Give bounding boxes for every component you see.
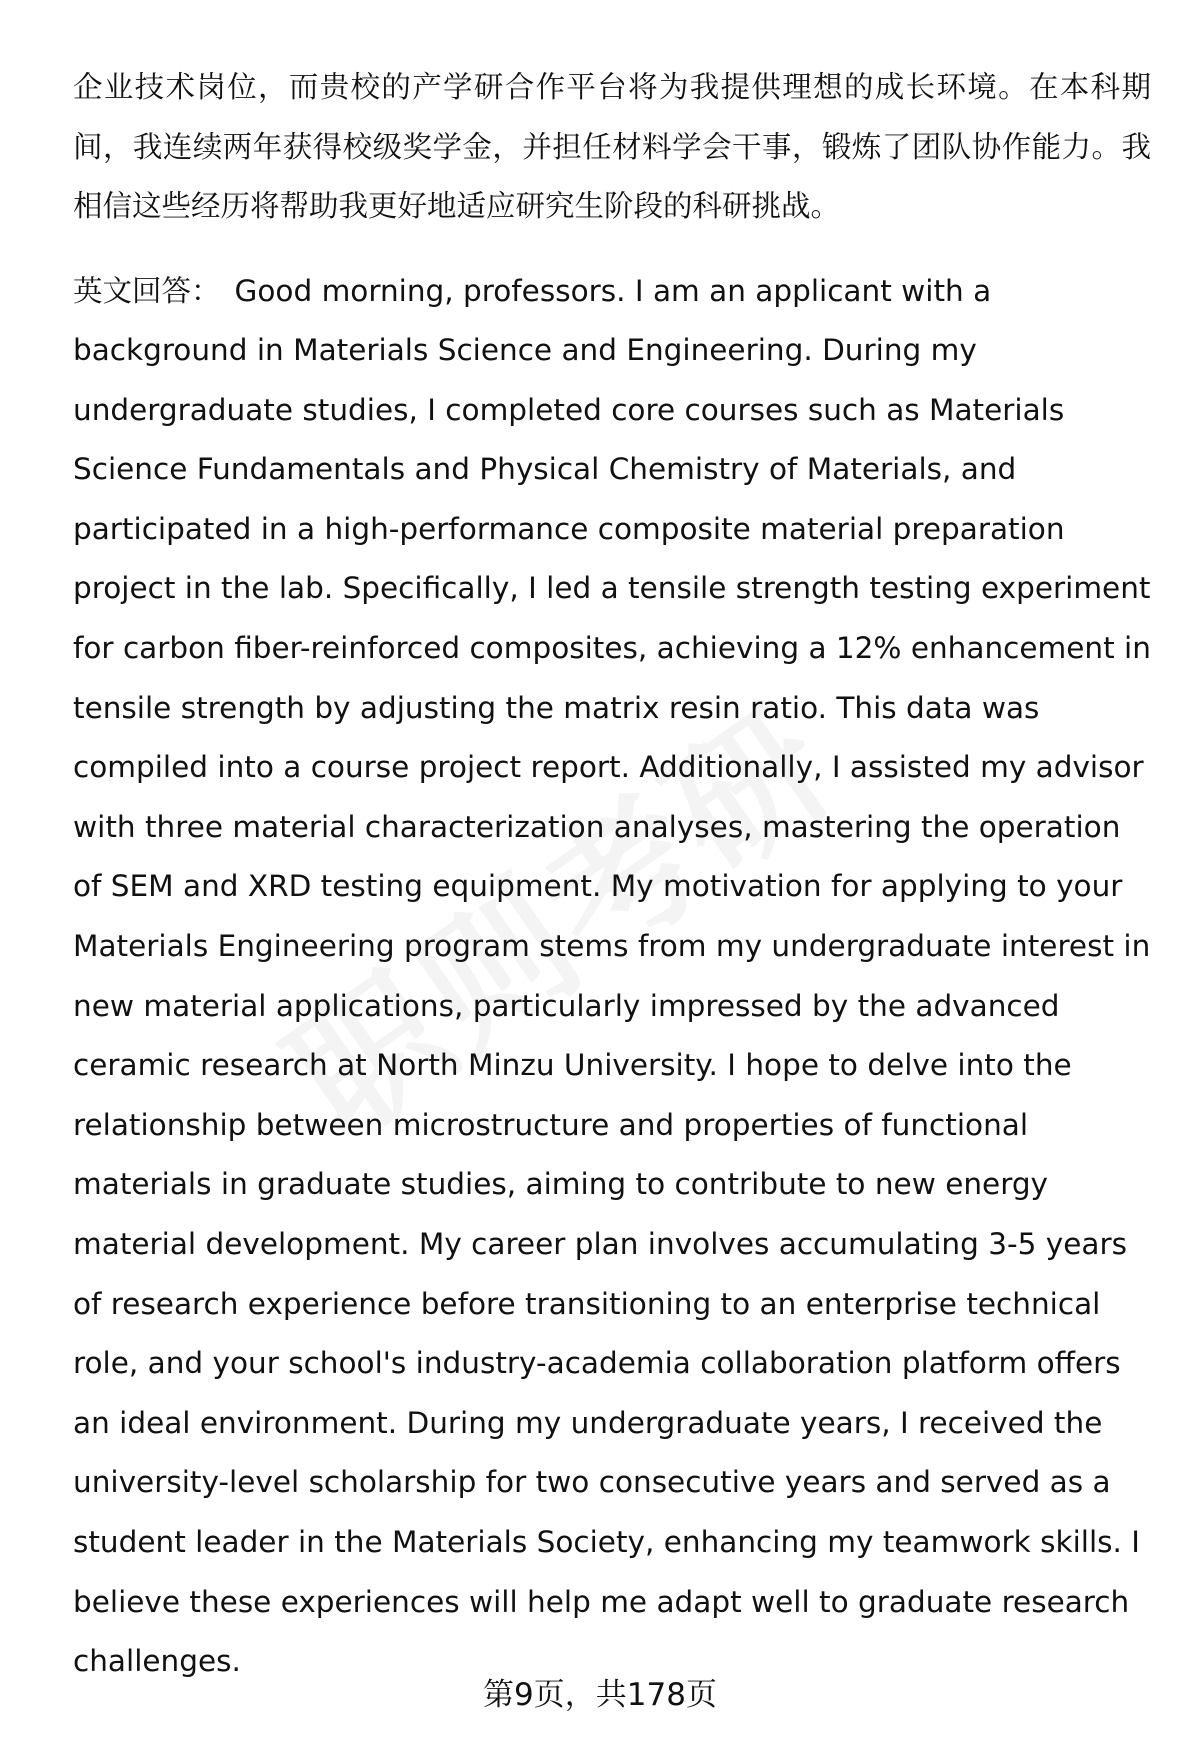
english-answer-text: Good morning, professors. I am an applicant with a background in Materials Science and Engineering. During my undergraduate studies, I completed core courses such as Materials Science Fundamentals and Physical Chemistry of Materials, and participated in a high-performance composite material preparation project in the lab. Specifically, I led a tensile strength testing experiment for carbon fiber-reinforced composites, achieving a 12% enhancement in tensile strength by adjusting the matrix resin ratio. This data was compiled into a course project report. Additionally, I assisted my advisor with three material characterization analyses, mastering the operation of SEM and XRD testing equipment. My motivation for applying to your Materials Engineering program stems from my undergraduate interest in new material applications, particularly impressed by the advanced ceramic research at North Minzu University. I hope to delve into the relationship between microstructure and properties of functional materials in graduate studies, aiming to contribute to new energy material development. My career plan involves accumulating 3-5 years of research experience before transitioning to an enterprise technical role, and your school's industry-academia collaboration platform offers an ideal environment. During my undergraduate years, I received the university-level scholarship for two consecutive years and served as a student leader in the Materials Society, enhancing my teamwork skills. I believe these experiences will help me adapt well to graduate research challenges. [73,273,1151,1679]
english-answer-label: 英文回答： [73,273,221,308]
page-number-footer: 第9页，共178页 [483,1677,717,1713]
english-answer-paragraph [73,262,1151,1692]
chinese-paragraph: 企业技术岗位，而贵校的产学研合作平台将为我提供理想的成长环境。在本科期间，我连续两年获得校级奖学金，并担任材料学会干事，锻炼了团队协作能力。我相信这些经历将帮助我更好地适应研究生阶段的科研挑战。 [73,70,1151,223]
document-body [73,58,1151,1692]
